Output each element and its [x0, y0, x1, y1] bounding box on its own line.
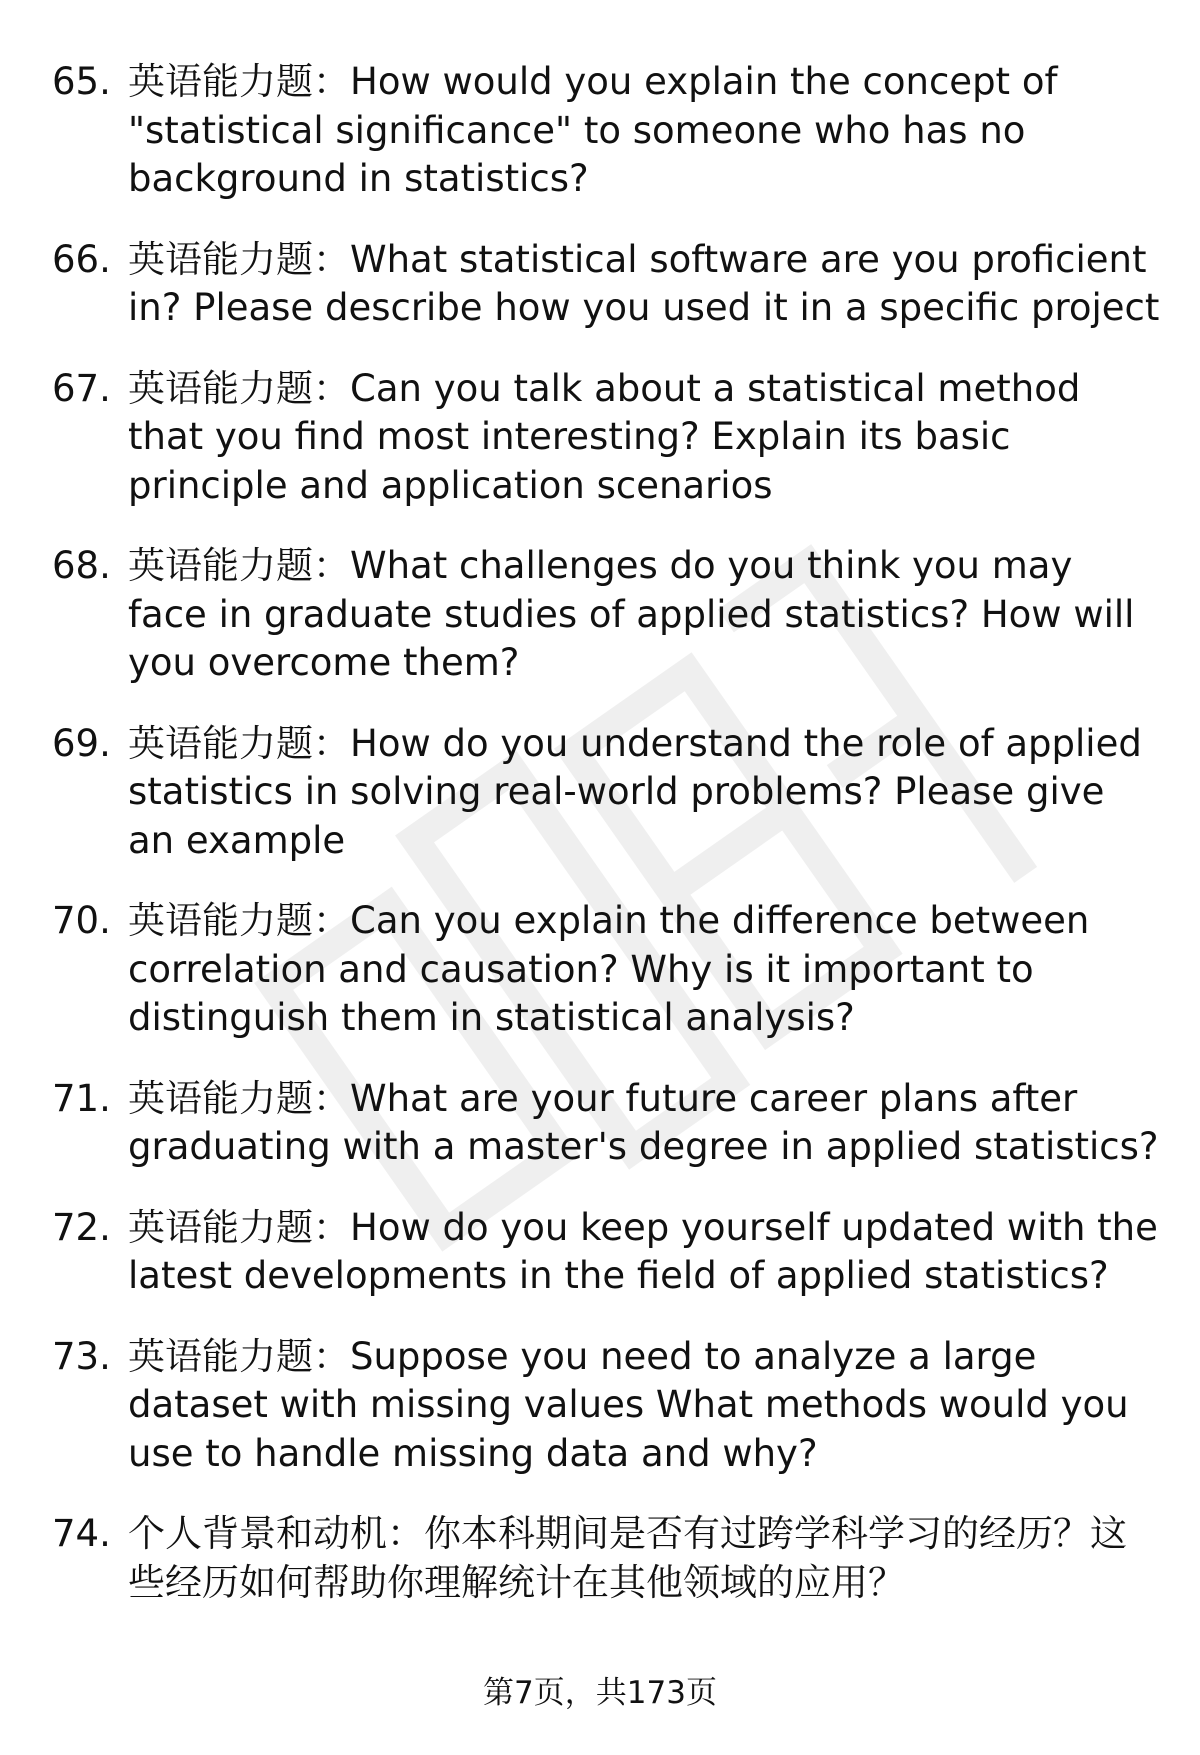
page-number-label: 第7页，共173页 — [483, 1675, 717, 1711]
question-item — [0, 1333, 1200, 1479]
question-category: 英语能力题： — [128, 60, 350, 103]
question-item — [0, 236, 1200, 333]
question-text: How would you explain the concept of "statistical significance" to someone who has no background in statistics? — [128, 60, 1058, 200]
question-item — [0, 542, 1200, 688]
question-number: 73. — [52, 1334, 111, 1378]
question-text: What are your future career plans after graduating with a master's degree in applied statistics? — [128, 1076, 1159, 1168]
question-text: Can you talk about a statistical method that you find most interesting? Explain its basic principle and application scenarios — [128, 366, 1081, 507]
question-number: 71. — [52, 1076, 111, 1120]
question-number: 67. — [52, 366, 111, 410]
question-number: 68. — [52, 544, 111, 587]
question-item — [0, 365, 1200, 511]
question-number: 65. — [52, 60, 111, 103]
question-number: 69. — [52, 721, 111, 765]
question-category: 个人背景和动机： — [128, 1512, 424, 1555]
question-item — [0, 1075, 1200, 1172]
question-category: 英语能力题： — [128, 366, 350, 410]
question-item — [0, 58, 1200, 204]
question-item — [0, 1510, 1200, 1607]
question-item — [0, 720, 1200, 866]
question-number: 70. — [52, 899, 111, 942]
question-item — [0, 1204, 1200, 1301]
question-text: Suppose you need to analyze a large dataset with missing values What methods would you use to handle missing data and why? — [128, 1334, 1129, 1475]
question-item — [0, 897, 1200, 1043]
question-text: Can you explain the difference between correlation and causation? Why is it important to distinguish them in statistical analysis? — [128, 899, 1090, 1039]
page-footer — [0, 1673, 1200, 1713]
question-text: What challenges do you think you may face in graduate studies of applied statistics? How will you overcome them? — [128, 544, 1135, 684]
question-text: How do you keep yourself updated with the latest developments in the field of applied statistics? — [128, 1205, 1158, 1297]
question-text: 你本科期间是否有过跨学科学习的经历？这些经历如何帮助你理解统计在其他领域的应用？ — [128, 1512, 1127, 1604]
question-list — [0, 58, 1200, 1639]
question-category: 英语能力题： — [128, 1334, 350, 1378]
question-category: 英语能力题： — [128, 1076, 350, 1120]
question-category: 英语能力题： — [128, 544, 350, 587]
question-number: 72. — [52, 1205, 111, 1249]
question-number: 74. — [52, 1512, 111, 1555]
question-category: 英语能力题： — [128, 899, 350, 942]
question-category: 英语能力题： — [128, 721, 350, 765]
question-category: 英语能力题： — [128, 1205, 350, 1249]
question-text: What statistical software are you proficient in? Please describe how you used it in a specific project — [128, 237, 1160, 329]
question-number: 66. — [52, 237, 111, 281]
question-category: 英语能力题： — [128, 237, 350, 281]
question-text: How do you understand the role of applied statistics in solving real-world problems? Please give an example — [128, 721, 1142, 862]
